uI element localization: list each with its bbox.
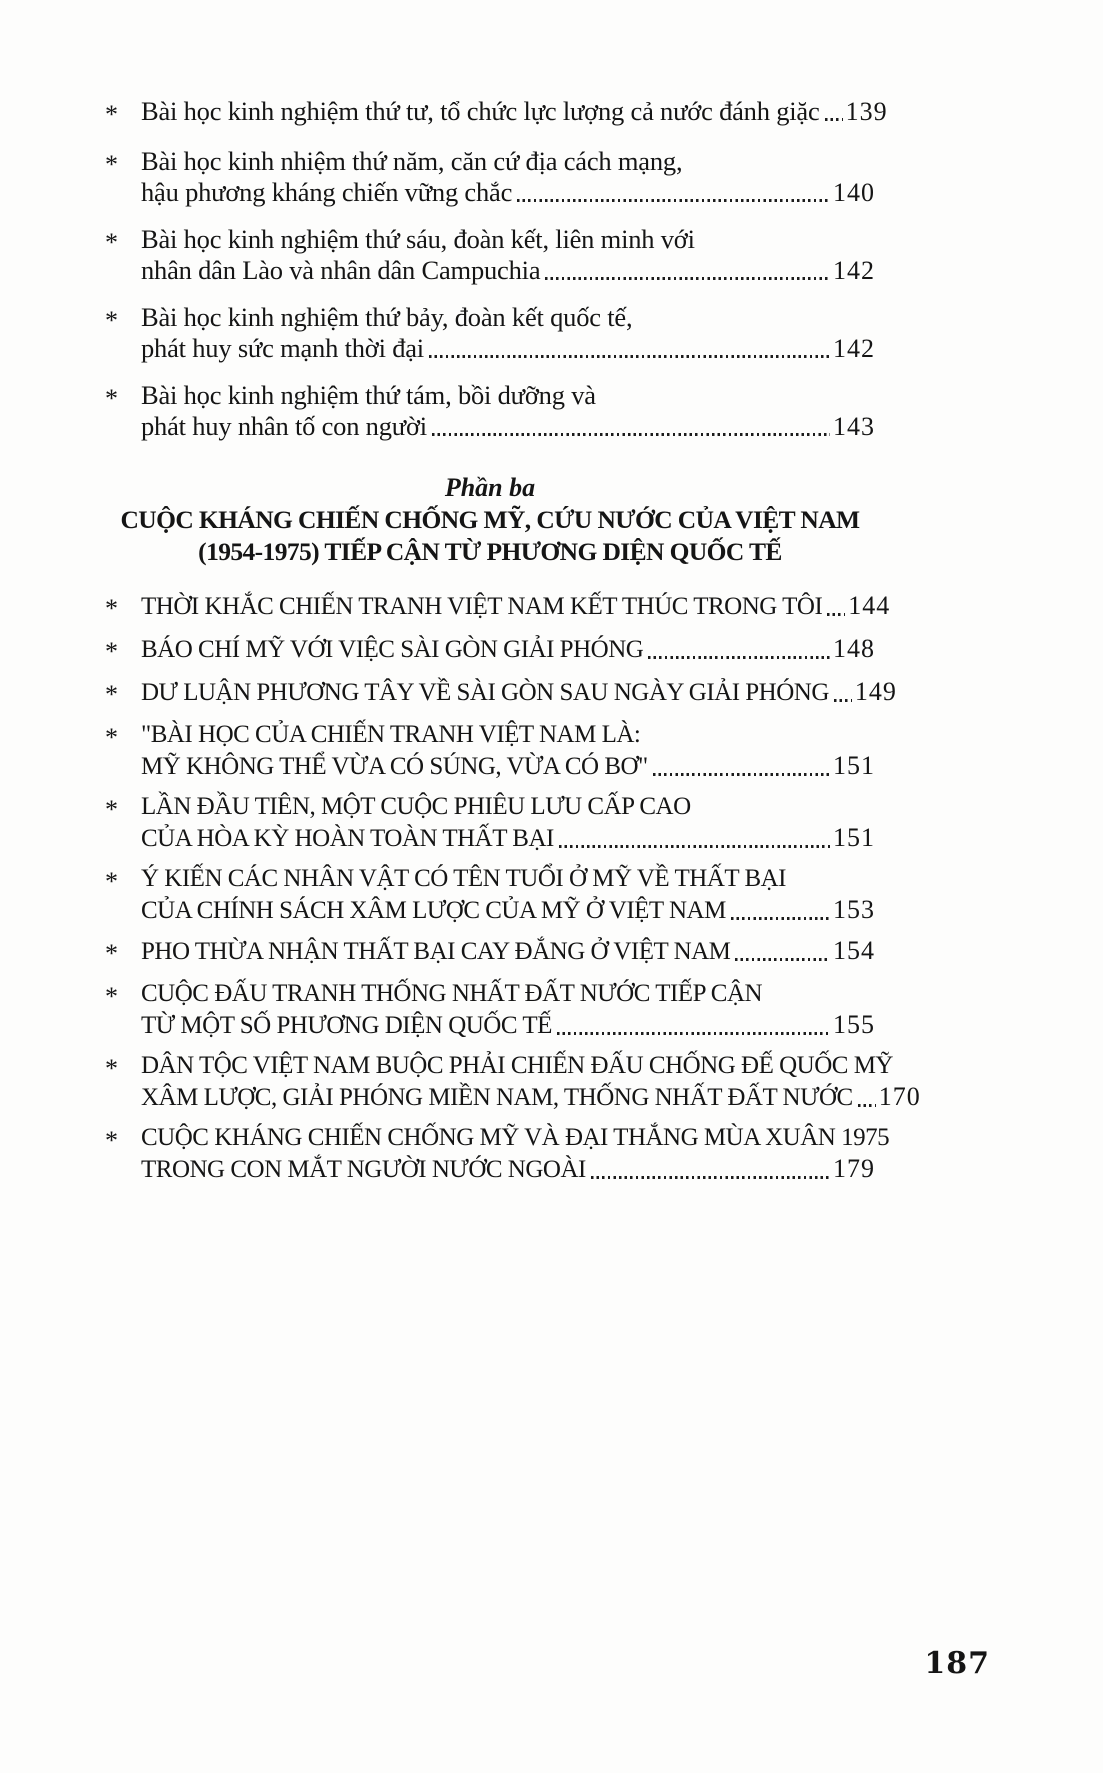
toc-entry-text: TRONG CON MẮT NGƯỜI NƯỚC NGOÀI <box>141 1156 586 1183</box>
toc-item <box>105 676 897 710</box>
section-title-line2: (1954-1975) TIẾP CẬN TỪ PHƯƠNG DIỆN QUỐC TẾ <box>198 537 782 566</box>
toc-entry-text: Bài học kinh nghiệm thứ tám, bồi dưỡng và <box>141 380 596 410</box>
bullet-asterisk: * <box>105 150 118 179</box>
dot-leader <box>559 845 830 848</box>
toc-entry-text: CỦA CHÍNH SÁCH XÂM LƯỢC CỦA MỸ Ở VIỆT NAM <box>141 897 726 924</box>
toc-entry-text: TỪ MỘT SỐ PHƯƠNG DIỆN QUỐC TẾ <box>141 1012 552 1039</box>
toc-item <box>105 1050 921 1113</box>
bullet-asterisk: * <box>105 723 118 752</box>
toc-item <box>105 935 875 969</box>
section-kicker: Phần ba <box>444 473 536 502</box>
page-number: 144 <box>848 591 891 620</box>
page-number: 148 <box>833 634 875 663</box>
toc-item <box>105 380 875 442</box>
bullet-asterisk: * <box>105 939 118 968</box>
toc-list-part-three <box>105 590 921 1185</box>
bullet-asterisk: * <box>105 594 118 623</box>
toc-entry-text: hậu phương kháng chiến vững chắc <box>141 177 513 207</box>
bullet-asterisk: * <box>105 795 118 824</box>
bullet-asterisk: * <box>105 306 118 335</box>
bullet-asterisk: * <box>105 867 118 896</box>
dot-leader <box>653 773 830 776</box>
toc-entry-text: Bài học kinh nghiệm thứ tư, tổ chức lực lượng cả nước đánh giặc <box>141 96 820 126</box>
page-number: 142 <box>833 256 875 285</box>
page-number: 149 <box>854 677 897 706</box>
section-heading <box>105 472 875 568</box>
page-number: 142 <box>833 334 875 363</box>
dot-leader <box>648 656 830 659</box>
dot-leader <box>731 917 830 920</box>
toc-entry-text: LẦN ĐẦU TIÊN, MỘT CUỘC PHIÊU LƯU CẤP CAO <box>141 793 691 820</box>
bullet-asterisk: * <box>105 680 118 709</box>
dot-leader <box>827 613 845 616</box>
toc-item <box>105 719 875 782</box>
section-title-line1: CUỘC KHÁNG CHIẾN CHỐNG MỸ, CỨU NƯỚC CỦA VIỆT NAM <box>120 505 860 534</box>
toc-entry-text: Ý KIẾN CÁC NHÂN VẬT CÓ TÊN TUỔI Ở MỸ VỀ THẤT BẠI <box>141 865 786 892</box>
toc-entry-text: MỸ KHÔNG THỂ VỪA CÓ SÚNG, VỪA CÓ BƠ" <box>141 753 648 780</box>
toc-entry-text: "BÀI HỌC CỦA CHIẾN TRANH VIỆT NAM LÀ: <box>141 721 641 748</box>
toc-entry-text: nhân dân Lào và nhân dân Campuchia <box>141 255 541 285</box>
bullet-asterisk: * <box>105 384 118 413</box>
toc-entry-text: Bài học kinh nhiệm thứ năm, căn cứ địa cách mạng, <box>141 146 683 176</box>
toc-entry-text: DÂN TỘC VIỆT NAM BUỘC PHẢI CHIẾN ĐẤU CHỐNG ĐẾ QUỐC MỸ <box>141 1052 893 1079</box>
page-number: 140 <box>833 178 875 207</box>
toc-item <box>105 791 875 854</box>
page-number: 151 <box>833 751 875 780</box>
dot-leader <box>735 958 830 961</box>
dot-leader <box>432 433 830 436</box>
toc-entry-text: Bài học kinh nghiệm thứ sáu, đoàn kết, liên minh với <box>141 224 695 254</box>
page-number: 143 <box>833 412 875 441</box>
dot-leader <box>429 355 830 358</box>
toc-item <box>105 590 891 624</box>
page-number: 139 <box>845 97 888 126</box>
toc-item <box>105 978 875 1041</box>
page-number: 153 <box>833 895 875 924</box>
toc-item <box>105 633 875 667</box>
toc-entry-text: Bài học kinh nghiệm thứ bảy, đoàn kết quốc tế, <box>141 302 633 332</box>
page-number: 154 <box>833 936 875 965</box>
toc-item <box>105 96 888 130</box>
toc-entry-text: CUỘC ĐẤU TRANH THỐNG NHẤT ĐẤT NƯỚC TIẾP CẬN <box>141 980 763 1007</box>
bullet-asterisk: * <box>105 982 118 1011</box>
dot-leader <box>517 199 830 202</box>
toc-page <box>105 96 921 1194</box>
toc-list-part-two <box>105 96 888 442</box>
toc-entry-text: PHO THỪA NHẬN THẤT BẠI CAY ĐẮNG Ở VIỆT NAM <box>141 938 731 965</box>
page-number: 170 <box>878 1082 921 1111</box>
dot-leader <box>858 1104 876 1107</box>
dot-leader <box>834 699 852 702</box>
bullet-asterisk: * <box>105 100 118 129</box>
toc-item <box>105 302 875 364</box>
toc-entry-text: DƯ LUẬN PHƯƠNG TÂY VỀ SÀI GÒN SAU NGÀY GIẢI PHÓNG <box>141 679 829 706</box>
toc-entry-text: CỦA HÒA KỲ HOÀN TOÀN THẤT BẠI <box>141 825 554 852</box>
toc-entry-text: BÁO CHÍ MỸ VỚI VIỆC SÀI GÒN GIẢI PHÓNG <box>141 636 644 663</box>
dot-leader <box>545 277 830 280</box>
toc-item <box>105 146 875 208</box>
page-number: 179 <box>833 1154 875 1183</box>
bullet-asterisk: * <box>105 637 118 666</box>
toc-entry-text: CUỘC KHÁNG CHIẾN CHỐNG MỸ VÀ ĐẠI THẮNG MÙA XUÂN 1975 <box>141 1124 890 1151</box>
toc-entry-text: phát huy sức mạnh thời đại <box>141 333 424 363</box>
toc-item <box>105 224 875 286</box>
footer-page-number: 187 <box>924 1646 990 1681</box>
dot-leader <box>591 1176 830 1179</box>
page-number: 155 <box>833 1010 875 1039</box>
dot-leader <box>557 1032 830 1035</box>
bullet-asterisk: * <box>105 1126 118 1155</box>
bullet-asterisk: * <box>105 1054 118 1083</box>
bullet-asterisk: * <box>105 228 118 257</box>
dot-leader <box>825 118 843 121</box>
page-number: 151 <box>833 823 875 852</box>
toc-entry-text: phát huy nhân tố con người <box>141 411 427 441</box>
toc-entry-text: XÂM LƯỢC, GIẢI PHÓNG MIỀN NAM, THỐNG NHẤT ĐẤT NƯỚC <box>141 1084 853 1111</box>
toc-item <box>105 863 875 926</box>
toc-item <box>105 1122 890 1185</box>
toc-entry-text: THỜI KHẮC CHIẾN TRANH VIỆT NAM KẾT THÚC TRONG TÔI <box>141 593 823 620</box>
